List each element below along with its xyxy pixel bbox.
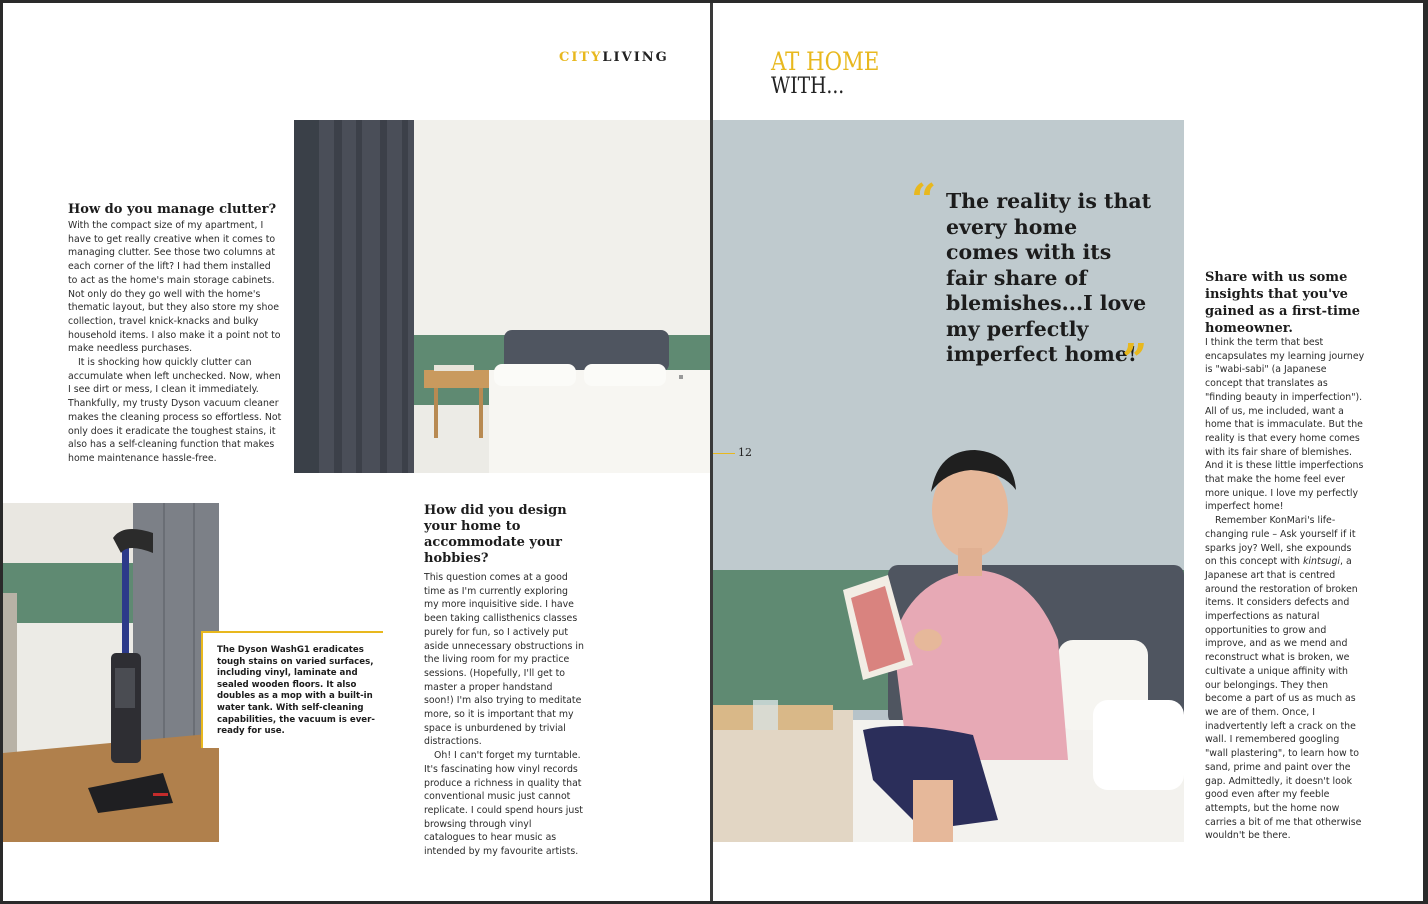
photo-caption: The Dyson WashG1 eradicates tough stains on varied surfaces, including vinyl, laminate and sealed wooden floors. It also doubles as a mop with a built-in water tank. With self-cleaning capabilities, the vacuum is ever-ready for use. <box>201 631 383 748</box>
q3-p2-before: Remember KonMari's life-changing rule – Ask yourself if it sparks joy? Well, she expounds on this concept with <box>1205 515 1356 568</box>
q3-paragraph: I think the term that best encapsulates my learning journey is "wabi-sabi" (a Japanese concept that translates as "finding beauty in imperfection"). All of us, me included, want a home that is immaculate. But the reality is that every home comes with its fair share of blemishes. And it is these little imperfections that make the home feel ever more unique. I love my perfectly imperfect home! <box>1205 337 1365 513</box>
q2-paragraph: This question comes at a good time as I'm currently exploring my more inquisitive side. I have been taking callisthenics classes purely for fun, so I actively put aside unnecessary obstructions in the living room for my practice sessions. (Hopefully, I'll get to master a proper handstand soon!) I'm also trying to meditate more, so it is important that my space is unburdened by trivial distractions. <box>424 572 584 748</box>
quote-open-icon: “ <box>911 175 937 226</box>
section-title-line2: WITH... <box>771 74 845 99</box>
page-number <box>713 446 752 459</box>
quote-close-icon: ” <box>1122 335 1148 386</box>
page-number-rule <box>713 453 735 454</box>
q3-body <box>1205 336 1365 843</box>
q1-paragraph: It is shocking how quickly clutter can accumulate when left unchecked. Now, when I see dirt or mess, I clean it immediately. Thankfully, my trusty Dyson vacuum cleaner makes the cleaning process so effortless. Not only does it eradicate the toughest stains, it also has a self-cleaning function that makes home maintenance hassle-free. <box>68 357 282 464</box>
q1-heading: How do you manage clutter? <box>68 202 277 217</box>
q2-paragraph: Oh! I can't forget my turntable. It's fascinating how vinyl records produce a richness in quality that conventional music just cannot replicate. I could spend hours just browsing through vinyl catalogues to hear music as intended by my favourite artists. <box>424 750 583 858</box>
q3-p2-after: , a Japanese art that is centred around the restoration of broken items. It considers defects and imperfections as natural opportunities to grow and improve, and as we mend and reconstruct what is broken, we cultivate a unique affinity with our belongings. They then become a part of us as much as we are of them. Once, I inadvertently left a crack on the wall. I remembered googling "wall plastering", to learn how to sand, prime and paint over the gap. Admittedly, it doesn't look good even after my feeble attempts, but the home now carries a bit of me that otherwise wouldn't be there. <box>1205 556 1362 842</box>
q1-paragraph: With the compact size of my apartment, I have to get really creative when it comes to managing clutter. See those two columns at each corner of the lift? I had them installed to act as the home's main storage cabinets. Not only do they go well with the home's thematic layout, but they also store my shoe collection, travel knick-knacks and bulky household items. I also make it a point not to make needless purchases. <box>68 220 281 355</box>
q3-p2-kintsugi: kintsugi <box>1302 556 1341 568</box>
q3-heading: Share with us some insights that you've gained as a first-time homeowner. <box>1205 270 1360 336</box>
right-page <box>713 3 1423 901</box>
left-page <box>3 3 710 901</box>
vacuum-photo <box>3 503 219 842</box>
page-number-value: 12 <box>738 446 752 459</box>
q2-heading: How did you design your home to accommodate your hobbies? <box>424 503 567 566</box>
section-title-line1: AT HOME <box>771 47 880 76</box>
bedroom-photo <box>294 120 710 473</box>
pull-quote: The reality is that every home comes with its fair share of blemishes...I love my perfectly imperfect home! <box>946 189 1152 366</box>
q2-body <box>424 571 584 859</box>
masthead-living: LIVING <box>602 50 669 65</box>
masthead <box>559 50 669 65</box>
masthead-city: CITY <box>559 50 603 65</box>
section-title <box>771 49 898 99</box>
q1-body <box>68 219 283 466</box>
q3-paragraph-2 <box>1205 514 1365 843</box>
